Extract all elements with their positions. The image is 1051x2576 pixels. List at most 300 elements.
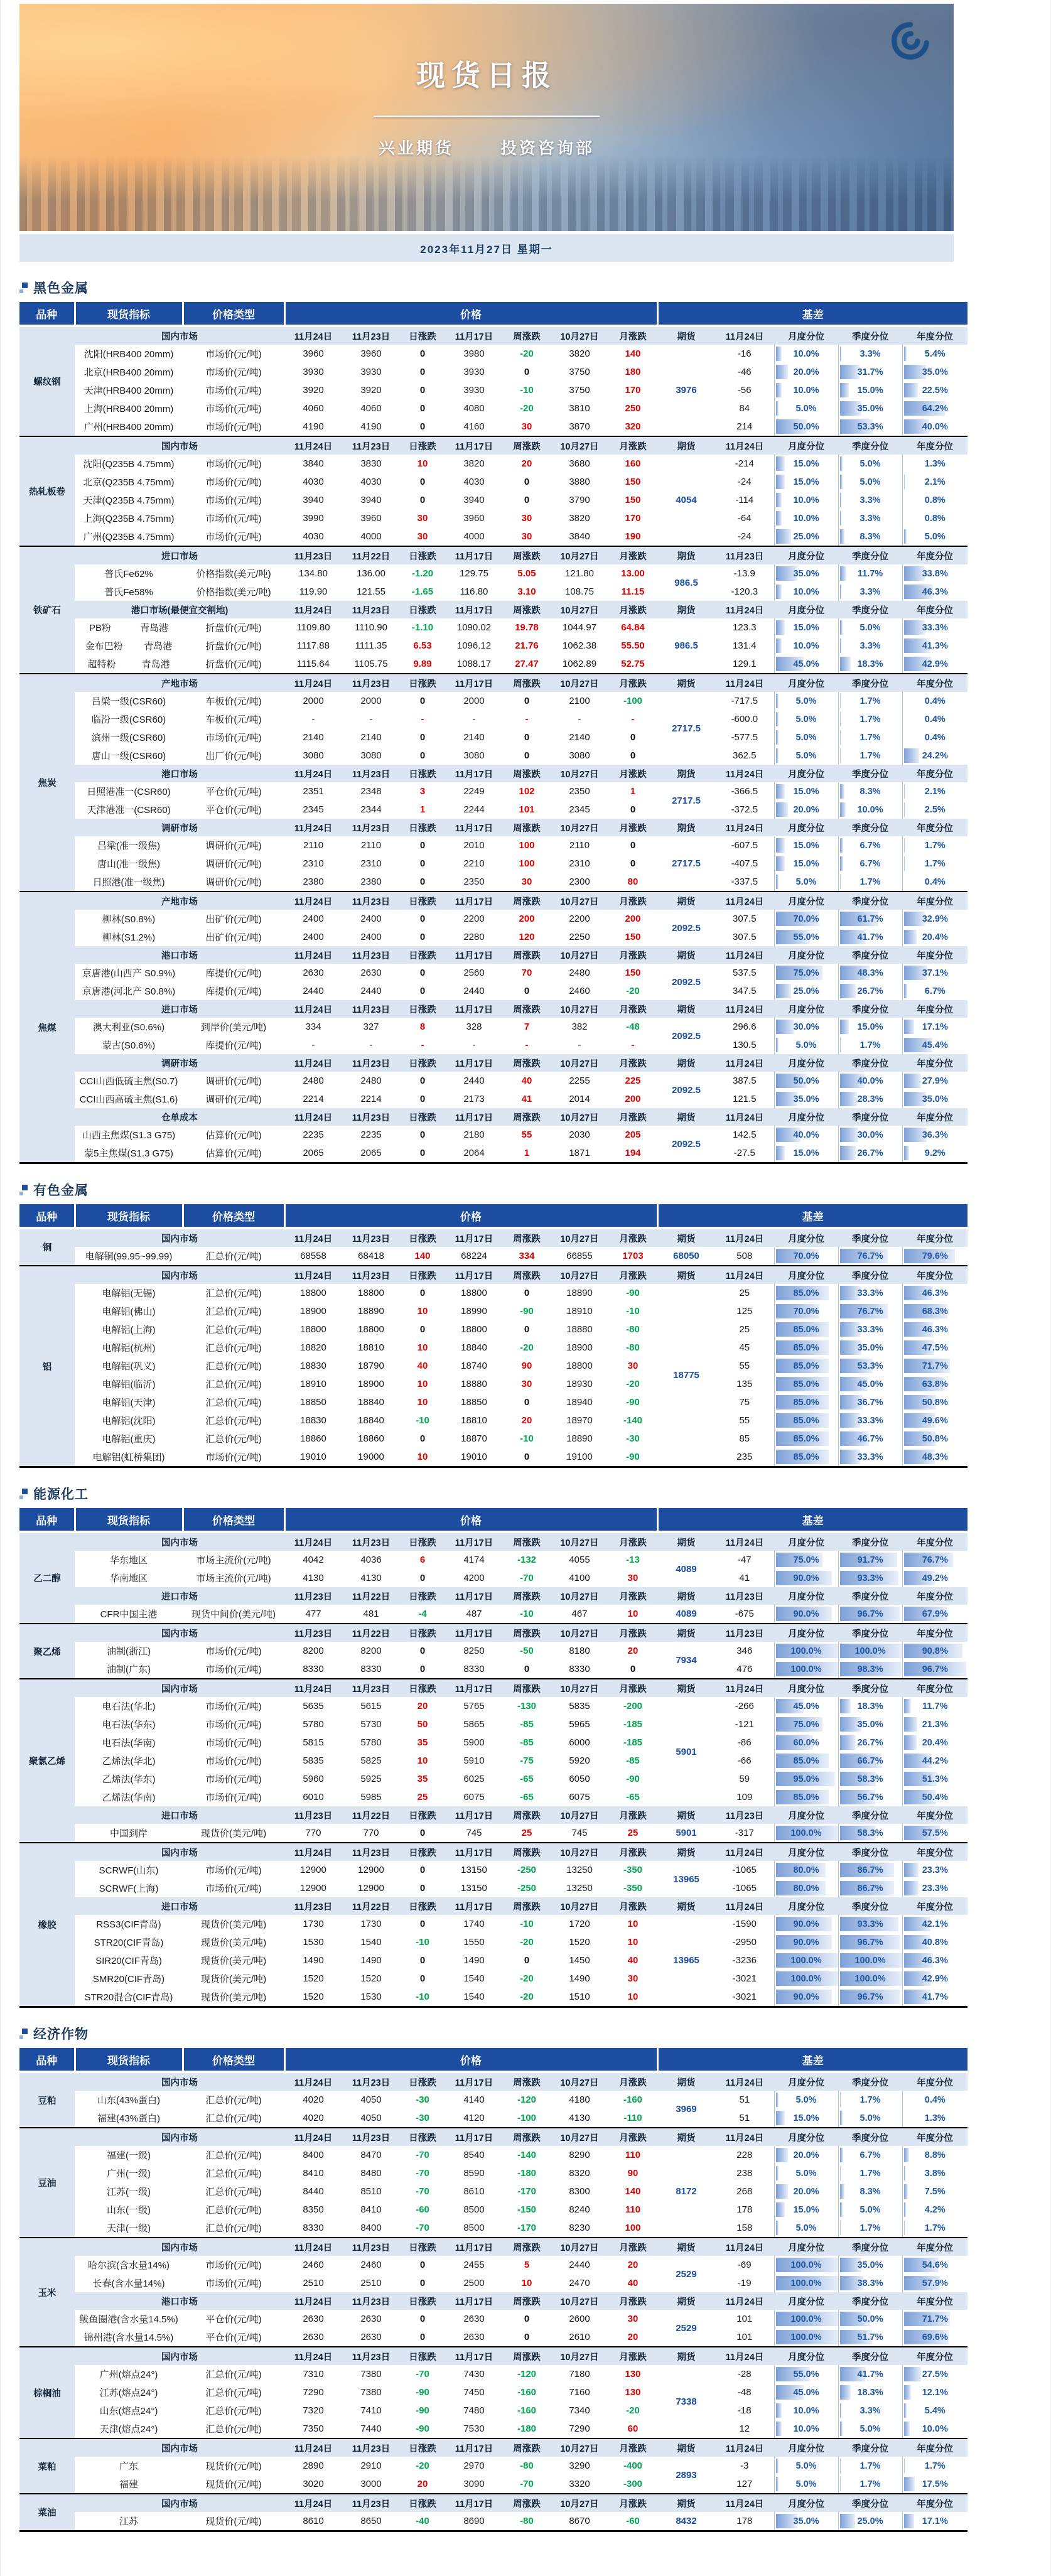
col-label: 日涨跌 (400, 1054, 445, 1072)
col-label: 月涨跌 (608, 2238, 657, 2256)
month-change-cell: 170 (608, 381, 657, 399)
indicator-cell: STR20混合(CIF青岛) (75, 1988, 183, 2007)
week-change-cell: -120 (503, 2091, 551, 2109)
price-cell: 7180 (551, 2365, 608, 2383)
table-row (19, 1551, 967, 1569)
percentile-cell: 33.3% (838, 1411, 902, 1430)
price-cell: 1450 (551, 1951, 608, 1970)
col-label: 10月27日 (551, 819, 608, 836)
col-label: 季度分位 (838, 1806, 902, 1824)
basis-cell: -214 (715, 455, 774, 473)
col-label: 期货 (657, 819, 715, 836)
indicator-cell: SCRWF(上海) (75, 1879, 183, 1897)
indicator-cell: 电解铝(杭州) (75, 1339, 183, 1357)
col-label: 月涨跌 (608, 1532, 657, 1551)
week-change-cell: -170 (503, 2182, 551, 2201)
price-cell: 4160 (445, 418, 503, 436)
day-change-cell: 10 (400, 1302, 445, 1320)
month-change-cell: -20 (608, 2401, 657, 2420)
price-cell: 3930 (284, 363, 342, 381)
price-cell: 2214 (342, 1090, 400, 1108)
day-change-cell: 9.89 (400, 655, 445, 674)
week-change-cell: 0 (503, 1951, 551, 1970)
basis-cell: 178 (715, 2512, 774, 2531)
basis-cell: 41 (715, 1569, 774, 1587)
day-change-cell: 0 (400, 2274, 445, 2292)
price-cell: 8610 (284, 2512, 342, 2531)
col-label: 10月27日 (551, 1843, 608, 1861)
percentile-cell: 35.0% (838, 1715, 902, 1733)
col-label: 周涨跌 (503, 326, 551, 345)
month-change-cell: -100 (608, 692, 657, 710)
col-label: 年度分位 (902, 2072, 967, 2091)
percentile-cell: 35.0% (838, 1339, 902, 1357)
price-cell: 3990 (284, 509, 342, 527)
col-label: 11月23日 (342, 436, 400, 455)
col-label: 11月23日 (342, 1266, 400, 1284)
indicator-cell: 电解铝(沈阳) (75, 1411, 183, 1430)
table-row (19, 1126, 967, 1144)
col-label: 11月17日 (445, 1679, 503, 1697)
month-change-cell: 130 (608, 2383, 657, 2401)
basis-cell: -577.5 (715, 728, 774, 746)
market-label: 国内市场 (75, 2439, 284, 2457)
percentile-cell: 40.0% (774, 1126, 838, 1144)
indicator-cell: 北京(HRB400 20mm) (75, 363, 183, 381)
market-label: 国内市场 (75, 1624, 284, 1642)
month-change-cell: -90 (608, 1284, 657, 1302)
percentile-cell: 35.0% (838, 399, 902, 418)
basis-cell: -607.5 (715, 836, 774, 854)
percentile-cell: 1.3% (902, 2109, 967, 2128)
indicator-cell: 日照港(准一级焦) (75, 873, 183, 892)
month-change-cell: -60 (608, 2512, 657, 2531)
percentile-cell: 56.7% (838, 1788, 902, 1806)
price-cell: 4174 (445, 1551, 503, 1569)
price-type-cell: 市场价(元/吨) (183, 1642, 284, 1660)
percentile-cell: 3.3% (838, 345, 902, 363)
table-row (19, 1970, 967, 1988)
group-header-row (19, 892, 967, 910)
price-cell: 4000 (342, 527, 400, 546)
group-header-row (19, 674, 967, 692)
basis-cell: -1065 (715, 1861, 774, 1879)
price-cell: 2510 (342, 2274, 400, 2292)
week-change-cell: -140 (503, 2146, 551, 2164)
percentile-cell: 6.7% (902, 982, 967, 1000)
week-change-cell: 21.76 (503, 637, 551, 655)
price-cell: 2460 (342, 2256, 400, 2274)
week-change-cell: -10 (503, 1605, 551, 1624)
day-change-cell: -1.65 (400, 583, 445, 601)
price-cell: 1090.02 (445, 618, 503, 637)
percentile-cell: 25.0% (774, 982, 838, 1000)
price-cell: 2014 (551, 1090, 608, 1108)
col-label: 11月24日 (715, 2439, 774, 2457)
day-change-cell: -10 (400, 1933, 445, 1951)
percentile-cell: 5.0% (774, 692, 838, 710)
price-cell: 1110.90 (342, 618, 400, 637)
indicator-cell: 华东地区 (75, 1551, 183, 1569)
col-label: 月度分位 (774, 1228, 838, 1247)
price-cell: 2100 (551, 692, 608, 710)
week-change-cell: 0 (503, 728, 551, 746)
table-row (19, 1018, 967, 1036)
species-cell: 棕榈油 (19, 2347, 75, 2439)
table-row (19, 509, 967, 527)
percentile-cell: 33.3% (838, 1284, 902, 1302)
col-label: 周涨跌 (503, 1054, 551, 1072)
col-label: 11月22日 (342, 1587, 400, 1605)
day-change-cell: -60 (400, 2201, 445, 2219)
week-change-cell: 0 (503, 473, 551, 491)
col-label: 季度分位 (838, 1054, 902, 1072)
day-change-cell: 1 (400, 800, 445, 819)
col-label: 周涨跌 (503, 2292, 551, 2310)
col-label: 11月24日 (284, 674, 342, 692)
basis-cell: 55 (715, 1357, 774, 1375)
indicator-cell: 广州(Q235B 4.75mm) (75, 527, 183, 546)
price-cell: 334 (284, 1018, 342, 1036)
price-cell: 1871 (551, 1144, 608, 1163)
table-row (19, 491, 967, 509)
col-label: 期货 (657, 946, 715, 964)
group-header-row (19, 2494, 967, 2512)
price-cell: 7290 (551, 2420, 608, 2439)
percentile-cell: 98.3% (838, 1660, 902, 1679)
percentile-cell: 5.0% (902, 527, 967, 546)
indicator-cell: 临汾一级(CSR60) (75, 710, 183, 728)
month-change-cell: -90 (608, 1393, 657, 1411)
price-cell: - (342, 710, 400, 728)
indicator-cell: 广东 (75, 2457, 183, 2475)
price-cell: 477 (284, 1605, 342, 1624)
week-change-cell: -250 (503, 1861, 551, 1879)
percentile-cell: 23.3% (902, 1879, 967, 1897)
week-change-cell: 100 (503, 854, 551, 873)
market-label: 进口市场 (75, 1587, 284, 1605)
percentile-cell: 85.0% (774, 1375, 838, 1393)
indicator-cell: 唐山一级(CSR60) (75, 746, 183, 765)
price-cell: 18900 (342, 1375, 400, 1393)
percentile-cell: 1.7% (838, 746, 902, 765)
indicator-cell: SCRWF(山东) (75, 1861, 183, 1879)
market-label: 国内市场 (75, 2128, 284, 2146)
col-label: 11月23日 (284, 1587, 342, 1605)
month-change-cell: 30 (608, 1569, 657, 1587)
table-row (19, 1715, 967, 1733)
day-change-cell: 0 (400, 1879, 445, 1897)
basis-cell: -266 (715, 1697, 774, 1715)
price-cell: 2630 (284, 2328, 342, 2347)
group-header-row (19, 2072, 967, 2091)
price-cell: 3080 (445, 746, 503, 765)
table-row (19, 982, 967, 1000)
col-label: 11月17日 (445, 1054, 503, 1072)
basis-cell: 130.5 (715, 1036, 774, 1054)
month-change-cell: 0 (608, 1660, 657, 1679)
col-label: 11月22日 (342, 546, 400, 564)
month-change-cell: -20 (608, 982, 657, 1000)
percentile-cell: 85.0% (774, 1393, 838, 1411)
month-change-cell: -90 (608, 1770, 657, 1788)
price-cell: 8180 (551, 1642, 608, 1660)
percentile-cell: 3.8% (902, 2164, 967, 2182)
col-label: 季度分位 (838, 1108, 902, 1126)
price-cell: 2400 (284, 910, 342, 928)
price-cell: 7480 (445, 2401, 503, 2420)
percentile-cell: 1.7% (902, 836, 967, 854)
col-label: 期货 (657, 1806, 715, 1824)
percentile-cell: 5.4% (902, 345, 967, 363)
basis-cell: 142.5 (715, 1126, 774, 1144)
week-change-cell: 30 (503, 418, 551, 436)
price-cell: 2280 (445, 928, 503, 946)
table-row (19, 2457, 967, 2475)
week-change-cell: 3.10 (503, 583, 551, 601)
col-label: 11月24日 (715, 674, 774, 692)
price-cell: 18800 (551, 1357, 608, 1375)
percentile-cell: 20.0% (774, 2182, 838, 2201)
price-cell: 7310 (284, 2365, 342, 2383)
percentile-cell: 64.2% (902, 399, 967, 418)
indicator-cell: 天津(一级) (75, 2219, 183, 2238)
col-label: 年度分位 (902, 436, 967, 455)
table-row (19, 1430, 967, 1448)
col-label: 日涨跌 (400, 601, 445, 618)
col-label: 日涨跌 (400, 2494, 445, 2512)
percentile-cell: 0.8% (902, 491, 967, 509)
percentile-cell: 18.3% (838, 2383, 902, 2401)
percentile-cell: 6.7% (838, 854, 902, 873)
week-change-cell: 0 (503, 363, 551, 381)
col-label: 周涨跌 (503, 819, 551, 836)
month-change-cell: - (608, 1036, 657, 1054)
week-change-cell: 30 (503, 527, 551, 546)
col-label: 年度分位 (902, 1843, 967, 1861)
market-label: 国内市场 (75, 2072, 284, 2091)
percentile-cell: 63.8% (902, 1375, 967, 1393)
day-change-cell: -20 (400, 2457, 445, 2475)
table-header-row (19, 302, 967, 326)
percentile-cell: 1.7% (902, 854, 967, 873)
percentile-cell: 4.2% (902, 2201, 967, 2219)
col-label: 月涨跌 (608, 892, 657, 910)
col-label: 季度分位 (838, 674, 902, 692)
price-type-cell: 市场价(元/吨) (183, 363, 284, 381)
price-cell: 7430 (445, 2365, 503, 2383)
price-cell: 2380 (342, 873, 400, 892)
col-label: 月度分位 (774, 1532, 838, 1551)
week-change-cell: 0 (503, 1660, 551, 1679)
price-cell: 2455 (445, 2256, 503, 2274)
percentile-cell: 33.8% (902, 564, 967, 583)
group-header-row (19, 1897, 967, 1915)
group-header-row (19, 2128, 967, 2146)
price-cell: 18800 (342, 1320, 400, 1339)
col-label: 年度分位 (902, 2439, 967, 2457)
basis-cell: 59 (715, 1770, 774, 1788)
price-type-cell: 现货价(元/吨) (183, 2475, 284, 2494)
col-label: 季度分位 (838, 1843, 902, 1861)
percentile-cell: 5.0% (838, 455, 902, 473)
price-type-cell: 折盘价(元/吨) (183, 655, 284, 674)
col-label: 11月17日 (445, 601, 503, 618)
basis-cell: 178 (715, 2201, 774, 2219)
indicator-cell: 电解铝(无锡) (75, 1284, 183, 1302)
futures-cell: 2092.5 (657, 964, 715, 1000)
table-row (19, 583, 967, 601)
col-label: 季度分位 (838, 2439, 902, 2457)
basis-cell: -120.3 (715, 583, 774, 601)
percentile-cell: 26.7% (838, 1144, 902, 1163)
indicator-cell: 柳林(S1.2%) (75, 928, 183, 946)
month-change-cell: -90 (608, 1448, 657, 1467)
price-cell: 7380 (342, 2365, 400, 2383)
col-label: 月涨跌 (608, 2292, 657, 2310)
col-label: 年度分位 (902, 1054, 967, 1072)
percentile-cell: 15.0% (774, 854, 838, 873)
table-row (19, 618, 967, 637)
price-type-cell: 汇总价(元/吨) (183, 2182, 284, 2201)
col-label: 月度分位 (774, 765, 838, 782)
month-change-cell: 20 (608, 1642, 657, 1660)
week-change-cell: 0 (503, 491, 551, 509)
day-change-cell: 40 (400, 1357, 445, 1375)
price-cell: 1740 (445, 1915, 503, 1933)
col-label: 年度分位 (902, 601, 967, 618)
col-label: 年度分位 (902, 546, 967, 564)
percentile-cell: 79.6% (902, 1247, 967, 1266)
price-cell: 8300 (551, 2182, 608, 2201)
price-cell: 13250 (551, 1879, 608, 1897)
market-label: 国内市场 (75, 1532, 284, 1551)
percentile-cell: 7.5% (902, 2182, 967, 2201)
price-cell: 2065 (284, 1144, 342, 1163)
price-cell: 2630 (445, 2328, 503, 2347)
week-change-cell: 25 (503, 1824, 551, 1843)
species-cell: 聚乙烯 (19, 1624, 75, 1679)
col-label: 期货 (657, 1843, 715, 1861)
month-change-cell: 140 (608, 2182, 657, 2201)
price-cell: 1088.17 (445, 655, 503, 674)
price-cell: 18840 (445, 1339, 503, 1357)
week-change-cell: 30 (503, 509, 551, 527)
indicator-cell: 柳林(S0.8%) (75, 910, 183, 928)
table-row (19, 1752, 967, 1770)
percentile-cell: 30.0% (838, 1126, 902, 1144)
basis-cell: -675 (715, 1605, 774, 1624)
percentile-cell: 100.0% (774, 1642, 838, 1660)
indicator-cell: 电解铝(佛山) (75, 1302, 183, 1320)
percentile-cell: 85.0% (774, 1448, 838, 1467)
percentile-cell: 17.5% (902, 2475, 967, 2494)
col-label: 周涨跌 (503, 1587, 551, 1605)
percentile-cell: 30.0% (774, 1018, 838, 1036)
col-label: 日涨跌 (400, 1228, 445, 1247)
col-label: 11月24日 (284, 2072, 342, 2091)
price-cell: 18850 (284, 1393, 342, 1411)
col-label: 11月24日 (284, 601, 342, 618)
price-type-cell: 库提价(元/吨) (183, 1036, 284, 1054)
percentile-cell: 53.3% (838, 418, 902, 436)
col-label: 日涨跌 (400, 1108, 445, 1126)
price-cell: 2210 (445, 854, 503, 873)
col-label: 年度分位 (902, 1000, 967, 1018)
price-cell: 1117.88 (284, 637, 342, 655)
percentile-cell: 61.7% (838, 910, 902, 928)
price-cell: 3320 (551, 2475, 608, 2494)
group-header-row (19, 601, 967, 618)
price-cell: 18860 (284, 1430, 342, 1448)
price-cell: 2140 (284, 728, 342, 746)
price-cell: 18740 (445, 1357, 503, 1375)
percentile-cell: 1.7% (838, 728, 902, 746)
price-cell: 2140 (342, 728, 400, 746)
price-cell: 1490 (551, 1970, 608, 1988)
basis-cell: 85 (715, 1430, 774, 1448)
price-cell: 2300 (551, 873, 608, 892)
price-cell: 382 (551, 1018, 608, 1036)
col-label: 期货 (657, 1108, 715, 1126)
table-row (19, 1144, 967, 1163)
price-cell: 4200 (445, 1569, 503, 1587)
price-cell: 8480 (342, 2164, 400, 2182)
price-type-cell: 调研价(元/吨) (183, 873, 284, 892)
col-label: 月涨跌 (608, 1843, 657, 1861)
price-type-cell: 现货价(元/吨) (183, 2457, 284, 2475)
month-change-cell: -80 (608, 1339, 657, 1357)
price-type-cell: 汇总价(元/吨) (183, 1411, 284, 1430)
col-label: 10月27日 (551, 2292, 608, 2310)
price-cell: 4030 (284, 527, 342, 546)
group-header-row (19, 1679, 967, 1697)
percentile-cell: 100.0% (838, 1642, 902, 1660)
indicator-cell: CFR中国主港 (75, 1605, 183, 1624)
table-row (19, 2365, 967, 2383)
month-change-cell: 320 (608, 418, 657, 436)
percentile-cell: 10.0% (774, 509, 838, 527)
basis-cell: -372.5 (715, 800, 774, 819)
percentile-cell: 24.2% (902, 746, 967, 765)
col-species: 品种 (19, 302, 75, 326)
group-header-row (19, 2347, 967, 2365)
day-change-cell: 10 (400, 1339, 445, 1357)
futures-cell: 13965 (657, 1861, 715, 1897)
futures-cell: 7934 (657, 1642, 715, 1679)
basis-cell: 109 (715, 1788, 774, 1806)
market-label: 国内市场 (75, 1679, 284, 1697)
col-label: 11月17日 (445, 819, 503, 836)
indicator-cell: CCI山西高硫主焦(S1.6) (75, 1090, 183, 1108)
price-cell: 2440 (445, 982, 503, 1000)
table-row (19, 854, 967, 873)
percentile-cell: 1.7% (838, 692, 902, 710)
basis-cell: -66 (715, 1752, 774, 1770)
col-label: 季度分位 (838, 2292, 902, 2310)
table-row (19, 1824, 967, 1843)
futures-cell: 18775 (657, 1284, 715, 1467)
price-cell: 3830 (342, 455, 400, 473)
price-cell: 18880 (445, 1375, 503, 1393)
percentile-cell: 85.0% (774, 1284, 838, 1302)
week-change-cell: - (503, 1036, 551, 1054)
col-label: 11月23日 (342, 2292, 400, 2310)
indicator-cell: 天津(熔点24°) (75, 2420, 183, 2439)
percentile-cell: 3.3% (838, 2401, 902, 2420)
report-sections (19, 278, 1050, 2532)
price-cell: 18840 (342, 1411, 400, 1430)
